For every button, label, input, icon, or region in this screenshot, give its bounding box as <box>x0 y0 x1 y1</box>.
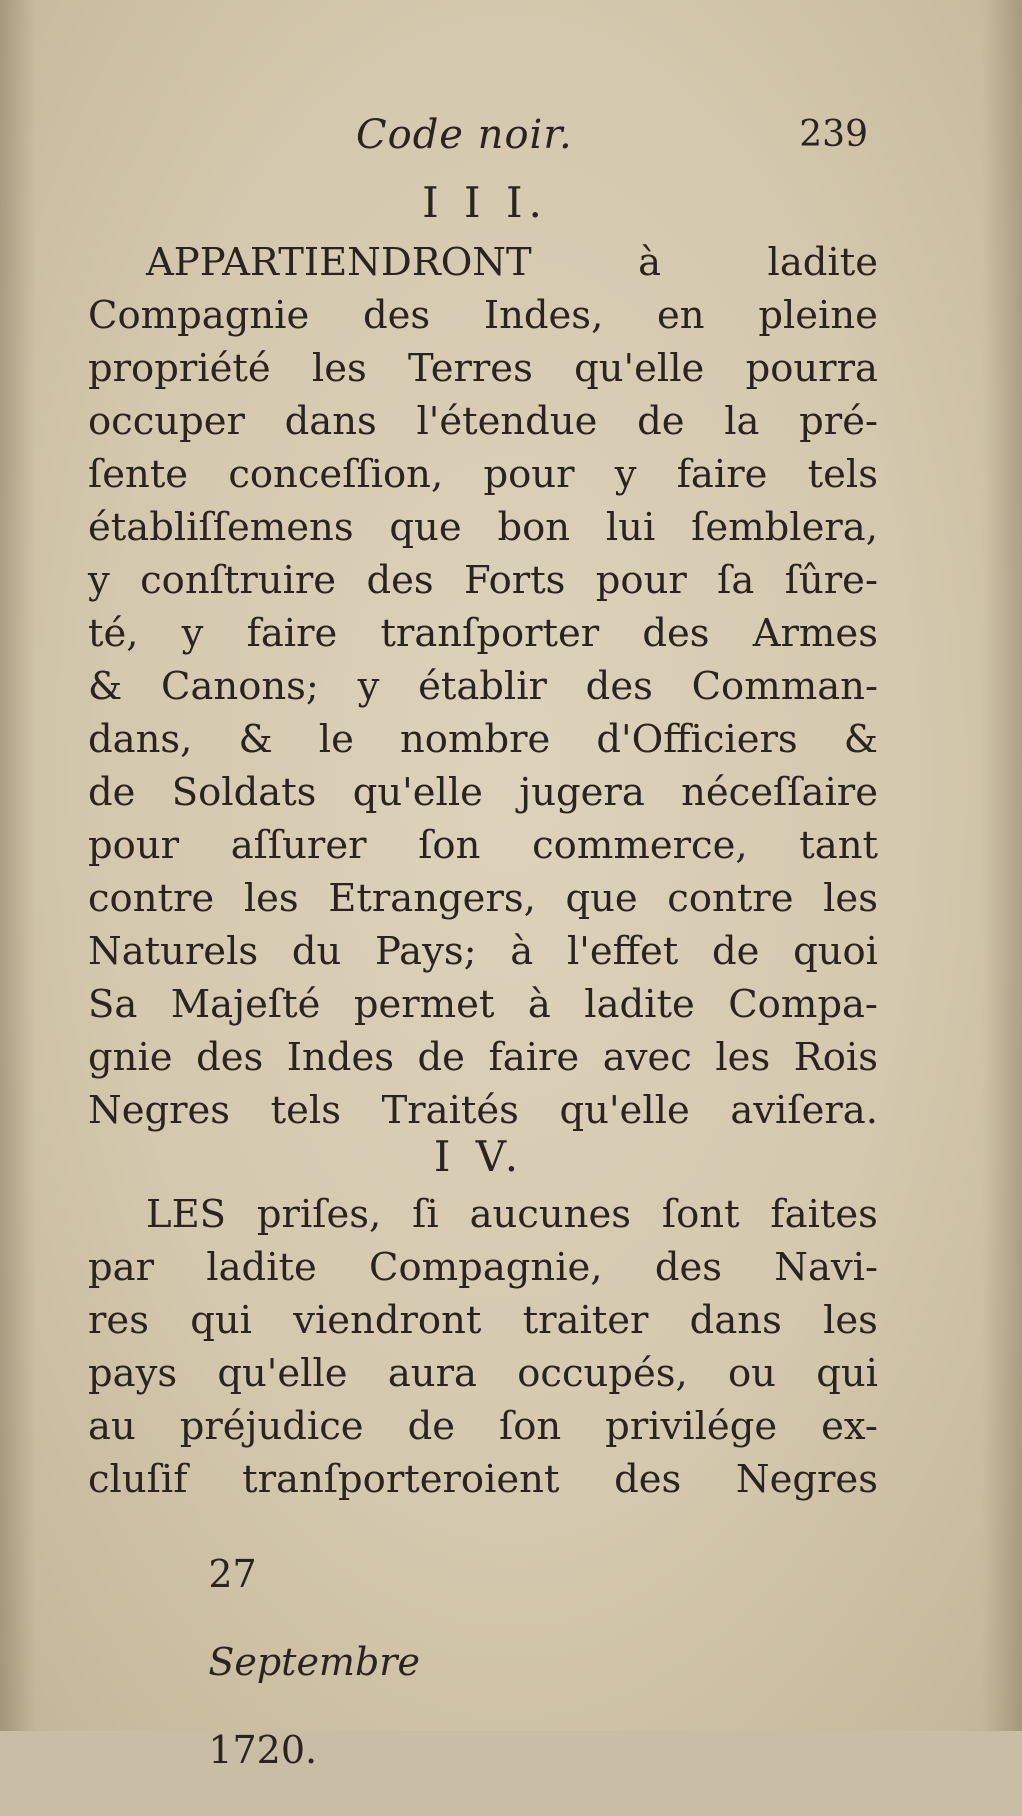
page-edge-shadow-right <box>982 0 1022 1731</box>
text-line: cluſif tranſporteroient des Negres <box>88 1457 878 1502</box>
section-3-text <box>88 236 878 1137</box>
text-line: ſente conceſſion, pour y faire tels <box>88 452 878 497</box>
section-number-4: I V. <box>433 1132 525 1181</box>
section-4-text <box>88 1188 878 1506</box>
text-line: pour aſſurer ſon commerce, tant <box>88 823 878 868</box>
text-line: res qui viendront traiter dans les <box>88 1298 878 1343</box>
text-line: LES priſes, ſi aucunes ſont faites <box>146 1192 878 1237</box>
text-line: propriété les Terres qu'elle pourra <box>88 346 878 391</box>
text-line: APPARTIENDRONT à ladite <box>146 240 878 285</box>
text-line: dans, & le nombre d'Officiers & <box>88 717 878 762</box>
footer-year: 1720. <box>208 1728 318 1772</box>
footer-day: 27 <box>208 1552 257 1596</box>
text-line: Sa Majeſté permet à ladite Compa- <box>88 982 878 1027</box>
text-line: Compagnie des Indes, en pleine <box>88 293 878 338</box>
text-line: y conſtruire des Forts pour ſa ſûre- <box>88 558 878 603</box>
text-line: Negres tels Traités qu'elle aviſera. <box>88 1088 878 1133</box>
text-line: contre les Etrangers, que contre les <box>88 876 878 921</box>
footer-month: Septembre <box>208 1640 420 1684</box>
text-line: établiſſemens que bon lui ſemblera, <box>88 505 878 550</box>
text-line: té, y faire tranſporter des Armes <box>88 611 878 656</box>
text-line: par ladite Compagnie, des Navi- <box>88 1245 878 1290</box>
text-line: gnie des Indes de faire avec les Rois <box>88 1035 878 1080</box>
text-line: de Soldats qu'elle jugera néceſſaire <box>88 770 878 815</box>
text-line: Naturels du Pays; à l'effet de quoi <box>88 929 878 974</box>
date-footer <box>160 1508 420 1816</box>
page-number: 239 <box>799 114 868 155</box>
page-edge-shadow-left <box>0 0 36 1731</box>
text-line: & Canons; y établir des Comman- <box>88 664 878 709</box>
running-head <box>86 112 868 172</box>
text-line: au préjudice de ſon privilége ex- <box>88 1404 878 1449</box>
section-number-3: I I I. <box>422 178 548 227</box>
text-line: pays qu'elle aura occupés, ou qui <box>88 1351 878 1396</box>
running-title: Code noir. <box>356 112 573 158</box>
text-line: occuper dans l'étendue de la pré- <box>88 399 878 444</box>
